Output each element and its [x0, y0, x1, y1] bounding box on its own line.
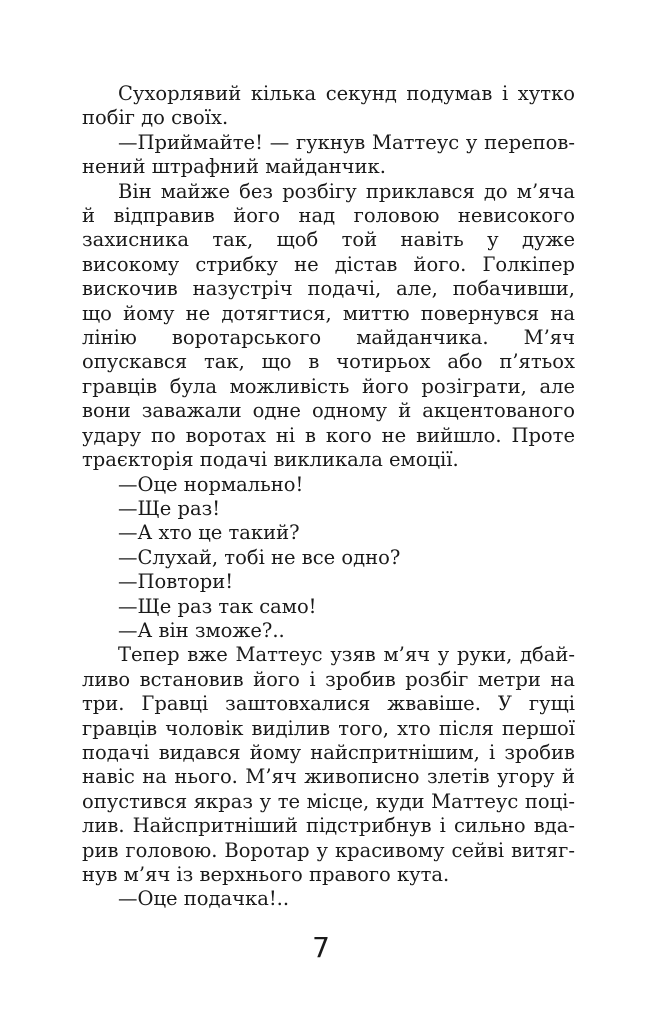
dialogue-line: —Оце нормально!	[118, 472, 304, 496]
dialogue-line: —А він зможе?..	[118, 618, 285, 642]
dialogue-line: —А хто це такий?	[118, 521, 300, 545]
dialogue-line: —Слухай, тобі не все одно?	[118, 545, 401, 569]
paragraph: —Приймайте! — гукнув Маттеус у переповнений штрафний майданчик.	[82, 130, 575, 179]
dialogue-line: —Ще раз!	[118, 496, 221, 520]
paragraph: Сухорлявий кілька секунд подумав і хутко побіг до своїх.	[82, 82, 575, 130]
page-text	[82, 82, 575, 912]
dialogue-line: —Ще раз так само!	[118, 594, 317, 618]
page-number: 7	[312, 931, 330, 964]
paragraph: Тепер вже Маттеус узяв м’яч у руки, дбайливо встановив його і зробив розбіг метри на три. Гравці заштовхалися жвавіше. У гущі гравців чоловік виділив того, хто після першої подачі видався йому найспритнішим, і зробив навіс на нього. М’яч живописно злетів угору й опустився якраз у те місце, куди Маттеус поцілив. Найспритніший підстрибнув і сильно вдарив головою. Воротар у красивому сейві витягнув м’яч із верхнього правого кута.	[82, 643, 575, 886]
paragraph: Він майже без розбігу приклався до м’яча й відправив його над головою невисокого захисника так, щоб той навіть у дуже високому стрибку не дістав його. Голкіпер вискочив назустріч подачі, але, побачивши, що йому не дотягтися, миттю повернувся на лінію воротарського майданчика. М’яч опускався так, що в чотирьох або п’ятьох гравців була можливість його розіграти, але вони заважали одне одному й акцентованого удару по воротах ні в кого не вийшло. Проте траєкторія подачі викликала емоції.	[82, 179, 575, 472]
dialogue-line: —Повтори!	[118, 570, 234, 594]
dialogue-line: —Оце подачка!..	[118, 887, 290, 911]
